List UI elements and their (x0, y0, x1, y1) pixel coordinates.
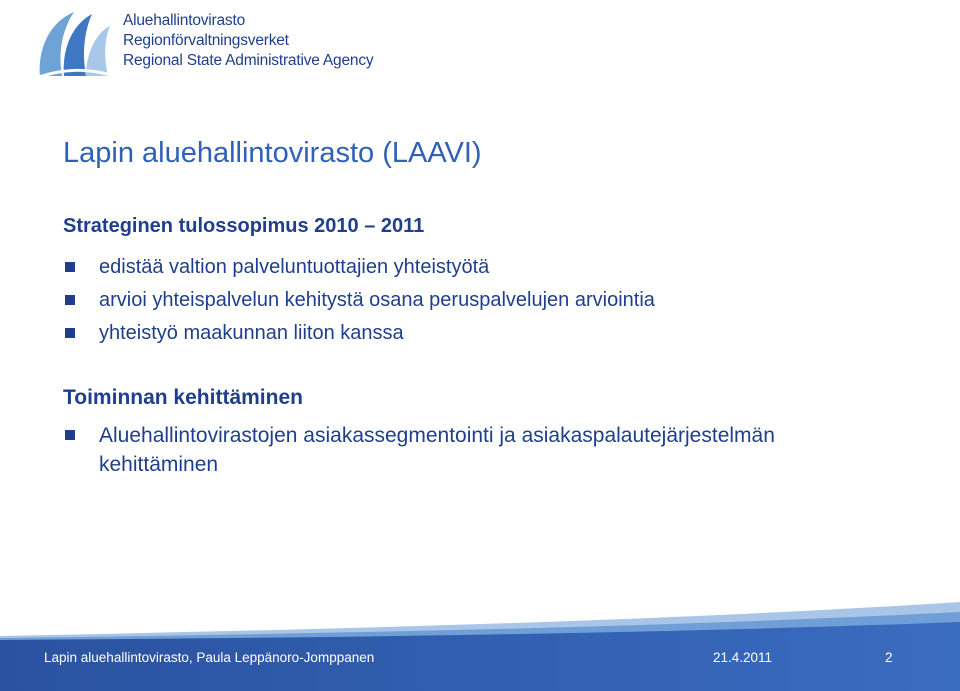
slide-title: Lapin aluehallintovirasto (LAAVI) (63, 137, 482, 169)
org-name-finnish: Aluehallintovirasto (123, 12, 245, 29)
footer-date: 21.4.2011 (713, 650, 773, 665)
footer-bar (0, 600, 960, 691)
square-bullet-icon (65, 295, 75, 305)
list-item: Aluehallintovirastojen asiakassegmentointi ja asiakaspalautejärjestelmän kehittäminen (63, 421, 775, 479)
square-bullet-icon (65, 262, 75, 272)
bullet-list-development (63, 421, 775, 479)
org-name-english: Regional State Administrative Agency (123, 52, 374, 69)
list-item: yhteistyö maakunnan liiton kanssa (63, 317, 655, 350)
footer-author: Lapin aluehallintovirasto, Paula Leppänoro-Jomppanen (44, 650, 375, 665)
footer-wave-background (0, 600, 960, 691)
square-bullet-icon (65, 328, 75, 338)
square-bullet-icon (65, 430, 75, 440)
regional-state-agency-logo-icon (34, 6, 114, 80)
section-heading-development: Toiminnan kehittäminen (63, 386, 303, 409)
page-number: 2 (885, 650, 893, 665)
list-item: arvioi yhteispalvelun kehitystä osana peruspalvelujen arviointia (63, 284, 655, 317)
bullet-list-strategy (63, 251, 655, 350)
organization-names (123, 11, 373, 71)
org-name-swedish: Regionförvaltningsverket (123, 32, 289, 49)
section-heading-strategy: Strateginen tulossopimus 2010 – 2011 (63, 215, 425, 237)
list-item: edistää valtion palveluntuottajien yhteistyötä (63, 251, 655, 284)
